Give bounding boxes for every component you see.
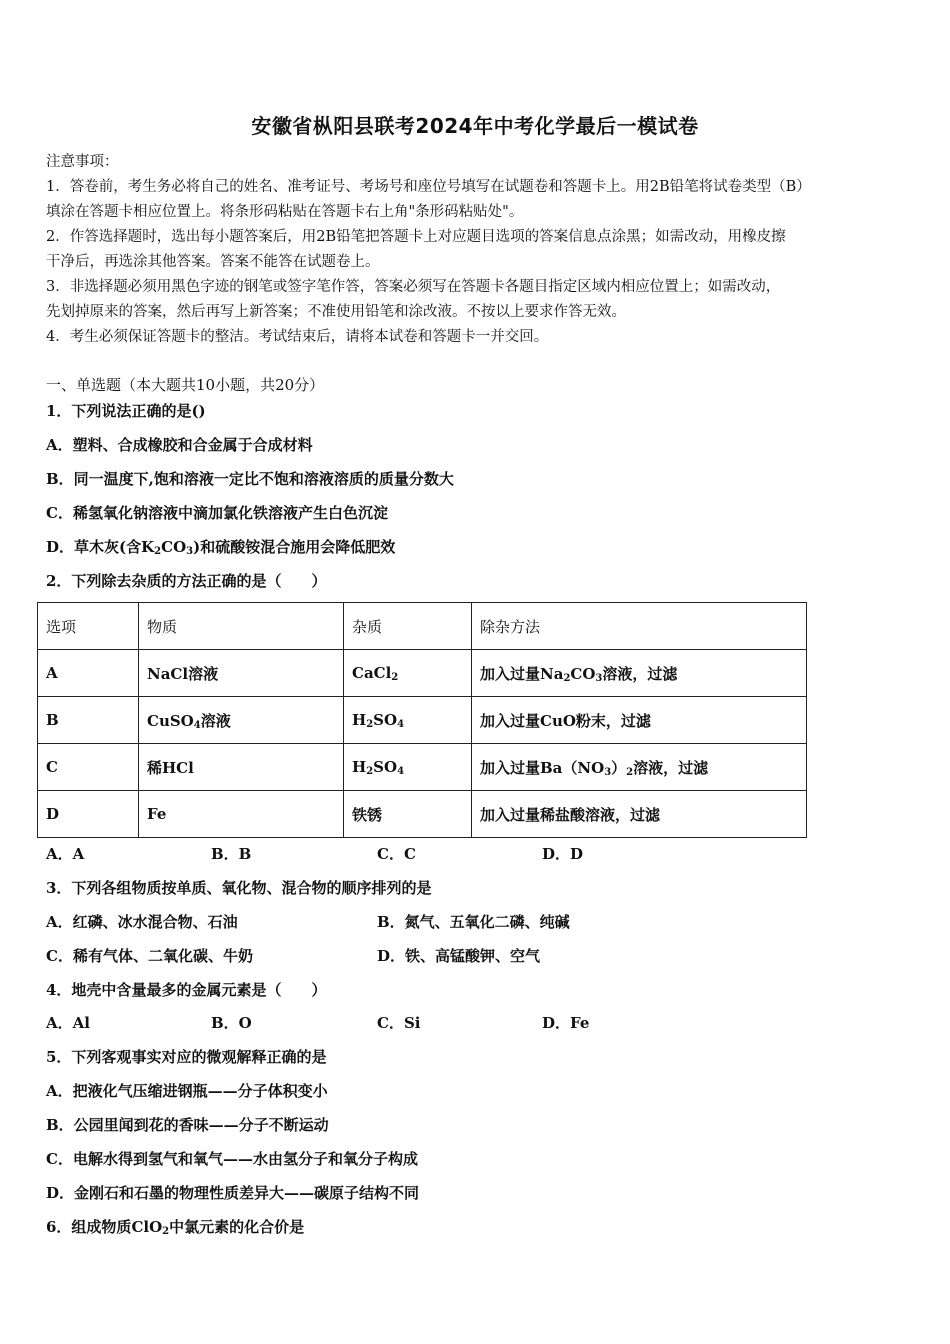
notice-line: 填涂在答题卡相应位置上。将条形码粘贴在答题卡右上角"条形码粘贴处"。 [46,204,524,220]
table-cell-substance: NaCl溶液 [139,650,344,697]
question-1-option-d: D．草木灰(含$K_2CO_3$)和硫酸铵混合施用会降低肥效 [46,538,396,557]
table-cell-impurity: CaCl$_2$ [344,650,472,697]
table-cell-option: A [38,650,139,697]
table-cell-method: 加入过量$Ba(NO_3)_2$溶液，过滤 [472,744,807,791]
question-1-option-c: C．稀氢氧化钠溶液中滴加氯化铁溶液产生白色沉淀 [46,504,388,522]
table-cell-option: C [38,744,139,791]
question-4-stem: 4．地壳中含量最多的金属元素是（ ） [46,981,327,999]
question-1-option-b: B．同一温度下,饱和溶液一定比不饱和溶液溶质的质量分数大 [46,470,454,488]
question-1-stem: 1．下列说法正确的是() [46,402,206,420]
table-cell-method: 加入过量$Na_2CO_3$溶液，过滤 [472,650,807,697]
notice-line: 2．作答选择题时，选出每小题答案后，用2B铅笔把答题卡上对应题目选项的答案信息点涂黑；如需改动，用橡皮擦 [46,229,786,245]
table-cell-method: 加入过量CuO粉末，过滤 [472,697,807,744]
question-3-option-a: A．红磷、冰水混合物、石油 [46,913,238,931]
question-3-option-b: B．氮气、五氧化二磷、纯碱 [377,913,570,931]
table-header-cell: 杂质 [344,603,472,650]
section-heading: 一、单选题（本大题共10小题，共20分） [46,376,325,394]
exam-title: 安徽省枞阳县联考2024年中考化学最后一模试卷 [251,114,699,138]
question-2-choice-c: C．C [377,845,416,863]
question-4-choice-a: A．Al [46,1014,90,1032]
question-3-stem: 3．下列各组物质按单质、氧化物、混合物的顺序排列的是 [46,879,432,897]
question-3-option-d: D．铁、高锰酸钾、空气 [377,947,541,965]
question-5-stem: 5．下列客观事实对应的微观解释正确的是 [46,1048,327,1066]
question-2-choice-a: A．A [46,845,85,863]
table-header-cell: 物质 [139,603,344,650]
question-4-choice-c: C．Si [377,1014,421,1032]
question-2-choice-b: B．B [211,845,252,863]
table-cell-substance: CuSO$_4$溶液 [139,697,344,744]
table-cell-substance: Fe [139,791,344,838]
notice-line: 1．答卷前，考生务必将自己的姓名、准考证号、考场号和座位号填写在试题卷和答题卡上。用2B铅笔将试卷类型（B） [46,179,811,195]
question-4-choice-d: D．Fe [542,1014,590,1032]
table-cell-impurity: 铁锈 [344,791,472,838]
table-cell-impurity: $H_2SO_4$ [344,697,472,744]
notice-line: 4．考生必须保证答题卡的整洁。考试结束后，请将本试卷和答题卡一并交回。 [46,329,549,345]
table-cell-option: B [38,697,139,744]
question-6-stem: 6．组成物质ClO$_2$中氯元素的化合价是 [46,1218,305,1237]
notice-line: 干净后，再选涂其他答案。答案不能答在试题卷上。 [46,254,380,270]
notice-line: 先划掉原来的答案，然后再写上新答案；不准使用铅笔和涂改液。不按以上要求作答无效。 [46,304,626,320]
table-cell-impurity: $H_2SO_4$ [344,744,472,791]
table-cell-substance: 稀HCl [139,744,344,791]
table-cell-option: D [38,791,139,838]
question-3-option-c: C．稀有气体、二氧化碳、牛奶 [46,947,253,965]
notice-line: 3．非选择题必须用黑色字迹的钢笔或签字笔作答，答案必须写在答题卡各题目指定区域内相应位置上；如需改动， [46,279,781,295]
question-5-option-d: D．金刚石和石墨的物理性质差异大——碳原子结构不同 [46,1184,420,1202]
table-cell-method: 加入过量稀盐酸溶液，过滤 [472,791,807,838]
question-5-option-c: C．电解水得到氢气和氧气——水由氢分子和氧分子构成 [46,1150,418,1168]
table-row [38,791,807,838]
question-2-choice-d: D．D [542,845,584,863]
question-5-option-b: B．公园里闻到花的香味——分子不断运动 [46,1116,329,1134]
question-4-choice-b: B．O [211,1014,252,1032]
table-header-cell: 除杂方法 [472,603,807,650]
impurity-table [37,602,807,838]
question-1-option-a: A．塑料、合成橡胶和合金属于合成材料 [46,436,313,454]
notice-heading: 注意事项： [46,154,119,170]
question-2-stem: 2．下列除去杂质的方法正确的是（ ） [46,572,327,590]
table-row [38,744,807,791]
table-header-cell: 选项 [38,603,139,650]
table-row [38,650,807,697]
question-5-option-a: A．把液化气压缩进钢瓶——分子体积变小 [46,1082,328,1100]
table-header-row [38,603,807,650]
table-row [38,697,807,744]
